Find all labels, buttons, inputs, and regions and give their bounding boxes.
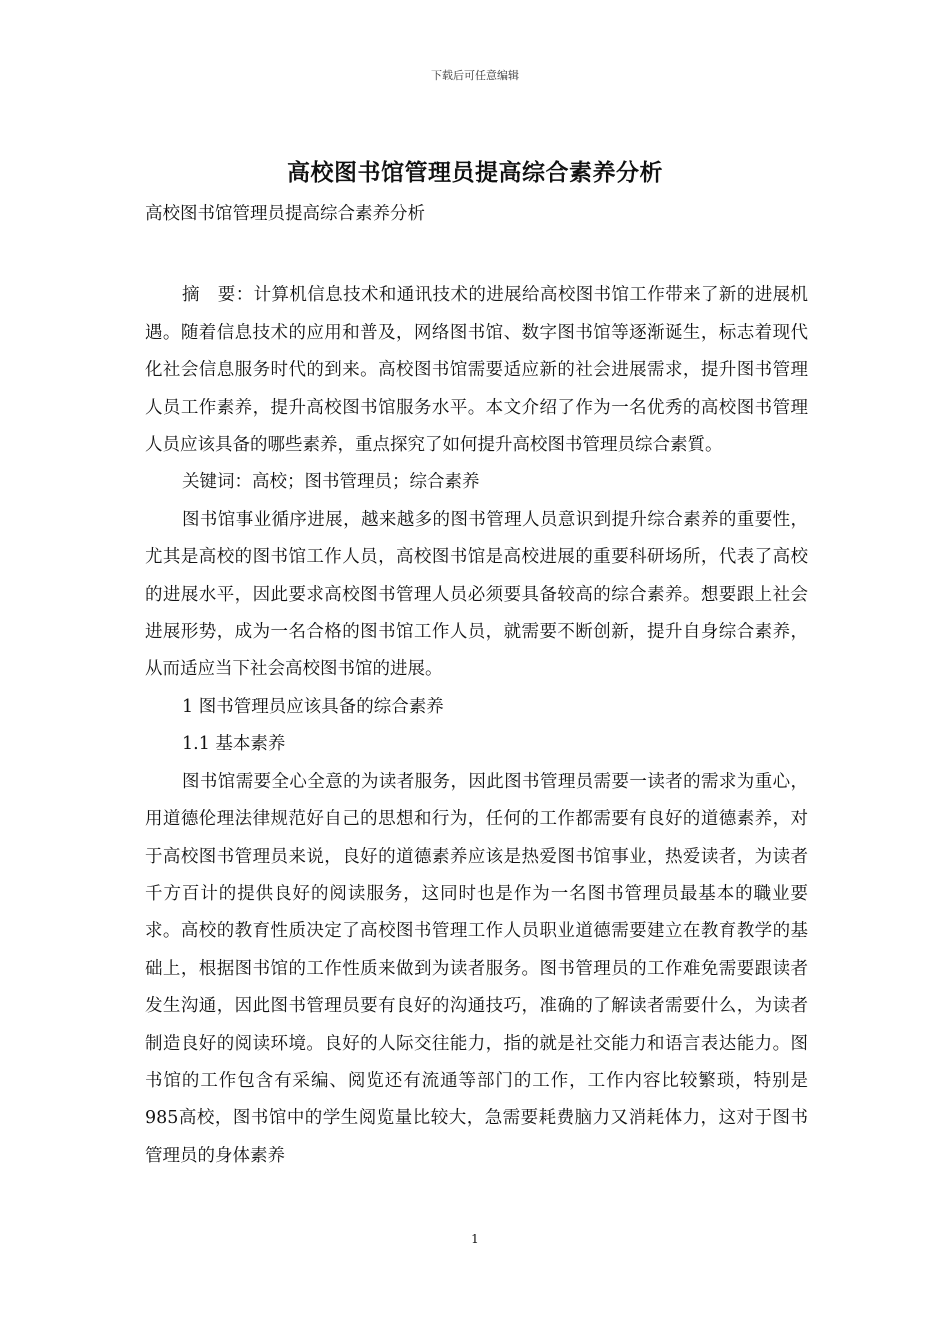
intro-paragraph: 图书馆事业循序进展，越来越多的图书管理人员意识到提升综合素养的重要性，尤其是高校的图书馆工作人员，高校图书馆是高校进展的重要科研场所，代表了高校的进展水平，因此要求高校图书管理人员必须要具备较高的综合素养。想要跟上社会进展形势，成为一名合格的图书馆工作人员，就需要不断创新，提升自身综合素养，从而适应当下社会高校图书馆的进展。 xyxy=(145,509,808,680)
section-heading-1: 1 图书管理员应该具备的综合素养 xyxy=(182,696,444,717)
abstract-paragraph: 摘 要：计算机信息技术和通讯技术的进展给高校图书馆工作带来了新的进展机遇。随着信息技术的应用和普及，网络图书馆、数字图书馆等逐渐诞生，标志着现代化社会信息服务时代的到来。高校图书馆需要适应新的社会进展需求，提升图书管理人员工作素养，提升高校图书馆服务水平。本文介绍了作为一名优秀的高校图书管理人员应该具备的哪些素养，重点探究了如何提升高校图书管理员综合素質。 xyxy=(145,285,808,456)
document-title: 高校图书馆管理员提高综合素养分析 xyxy=(287,159,663,186)
section-heading-1-1: 1.1 基本素养 xyxy=(182,734,286,755)
paragraph-spacer xyxy=(145,233,808,277)
document-subtitle: 高校图书馆管理员提高综合素养分析 xyxy=(145,204,425,224)
page-number: 1 xyxy=(471,1232,479,1246)
body-paragraph-1-1: 图书馆需要全心全意的为读者服务，因此图书管理员需要一读者的需求为重心，用道德伦理法律规范好自己的思想和行为，任何的工作都需要有良好的道德素养，对于高校图书管理员来说，良好的道德素养应该是热爱图书馆事业，热爱读者，为读者千方百计的提供良好的阅读服务，这同时也是作为一名图书管理员最基本的職业要求。高校的教育性质决定了高校图书管理工作人员职业道德需要建立在教育教学的基础上，根据图书馆的工作性质来做到为读者服务。图书管理员的工作难免需要跟读者发生沟通，因此图书管理员要有良好的沟通技巧，准确的了解读者需要什么，为读者制造良好的阅读环境。良好的人际交往能力，指的就是社交能力和语言表达能力。图书馆的工作包含有采编、阅览还有流通等部门的工作，工作内容比较繁琐，特别是985高校，图书馆中的学生阅览量比较大，急需要耗费脑力又消耗体力，这对于图书管理员的身体素养 xyxy=(145,771,808,1166)
document-body xyxy=(145,196,808,1175)
page-header-note: 下载后可任意编辑 xyxy=(431,69,519,82)
keywords-line: 关键词：高校；图书管理员；综合素养 xyxy=(182,472,480,493)
